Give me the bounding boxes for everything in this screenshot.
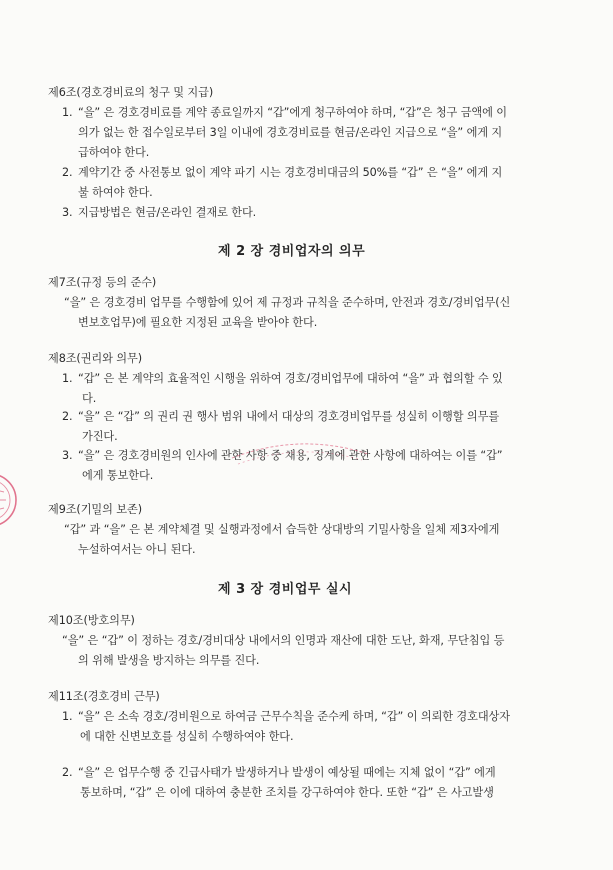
- article-7-line-1: “을” 은 경호경비 업무를 수행함에 있어 제 규정과 규칙을 준수하며, 안전과 경호/경비업무(신: [64, 296, 511, 309]
- article-6-item-1-line-1: “을” 은 경호경비료를 계약 종료일까지 “갑”에게 청구하여야 하며, “갑”은 청구 금액에 이: [78, 106, 507, 119]
- article-6-item-3-line-1: 지급방법은 현금/온라인 결재로 한다.: [78, 206, 257, 219]
- article-11-item-2-number: 2.: [62, 766, 73, 779]
- article-11-item-1-line-1: “을” 은 소속 경호/경비원으로 하여금 근무수칙을 준수케 하며, “갑” 이 의뢰한 경호대상자: [78, 710, 510, 723]
- stamp-edge: [0, 470, 20, 530]
- chapter-2-heading: 제 2 장 경비업자의 의무: [218, 244, 366, 259]
- article-8-item-3-line-2: 에게 통보한다.: [82, 469, 154, 482]
- article-9-line-2: 누설하여서는 아니 된다.: [78, 543, 196, 556]
- article-9-line-1: “갑” 과 “을” 은 본 계약체결 및 실행과정에서 습득한 상대방의 기밀사항을 일체 제3자에게: [64, 523, 500, 536]
- article-6-item-1-line-2: 의가 없는 한 접수일로부터 3일 이내에 경호경비료를 현금/온라인 지급으로 “을” 에게 지: [78, 126, 503, 139]
- article-10-line-2: 의 위해 발생을 방지하는 의무를 진다.: [78, 654, 260, 667]
- article-6-item-1-number: 1.: [62, 106, 73, 119]
- article-6-item-2-line-2: 불 하여야 한다.: [78, 186, 153, 199]
- article-8-item-3-line-1: “을” 은 경호경비원의 인사에 관한 사항 중 채용, 징계에 관한 사항에 대하여는 이를 “갑”: [78, 449, 503, 462]
- article-6-item-1-line-3: 급하여야 한다.: [78, 146, 150, 159]
- article-10-title: 제10조(방호의무): [48, 614, 135, 627]
- article-10-line-1: “을” 은 “갑” 이 정하는 경호/경비대상 내에서의 인명과 재산에 대한 도난, 화재, 무단침입 등: [62, 634, 505, 647]
- article-8-item-2-line-2: 가진다.: [82, 430, 118, 443]
- article-11-item-2-line-1: “을” 은 업무수행 중 긴급사태가 발생하거나 발생이 예상될 때에는 지체 없이 “갑” 에게: [78, 766, 496, 779]
- article-6-item-2-number: 2.: [62, 166, 73, 179]
- article-11-item-1-number: 1.: [62, 710, 73, 723]
- article-8-item-3-number: 3.: [62, 449, 73, 462]
- article-8-title: 제8조(권리와 의무): [48, 352, 142, 365]
- article-6-item-3-number: 3.: [62, 206, 73, 219]
- article-6-title: 제6조(경호경비료의 청구 및 지급): [48, 86, 214, 99]
- article-8-item-1-number: 1.: [62, 372, 73, 385]
- article-9-title: 제9조(기밀의 보존): [48, 503, 142, 516]
- article-11-item-2-line-2: 통보하며, “갑” 은 이에 대하여 충분한 조치를 강구하여야 한다. 또한 “갑” 은 사고발생: [80, 786, 494, 799]
- chapter-3-heading: 제 3 장 경비업무 실시: [218, 582, 353, 597]
- article-8-item-2-line-1: “을” 은 “갑” 의 권리 권 행사 범위 내에서 대상의 경호경비업무를 성실히 이행할 의무를: [78, 410, 500, 423]
- article-8-item-2-number: 2.: [62, 410, 73, 423]
- article-11-item-1-line-2: 에 대한 신변보호를 성실히 수행하여야 한다.: [80, 730, 294, 743]
- article-7-line-2: 변보호업무)에 필요한 지정된 교육을 받아야 한다.: [78, 316, 318, 329]
- article-8-item-1-line-1: “갑” 은 본 계약의 효율적인 시행을 위하여 경호/경비업무에 대하여 “을” 과 협의할 수 있: [78, 372, 503, 385]
- article-11-title: 제11조(경호경비 근무): [48, 690, 160, 703]
- article-7-title: 제7조(규정 등의 준수): [48, 276, 157, 289]
- article-8-item-1-line-2: 다.: [82, 392, 97, 405]
- article-6-item-2-line-1: 계약기간 중 사전통보 없이 계약 파기 시는 경호경비대금의 50%를 “갑” 은 “을” 에게 지: [78, 166, 503, 179]
